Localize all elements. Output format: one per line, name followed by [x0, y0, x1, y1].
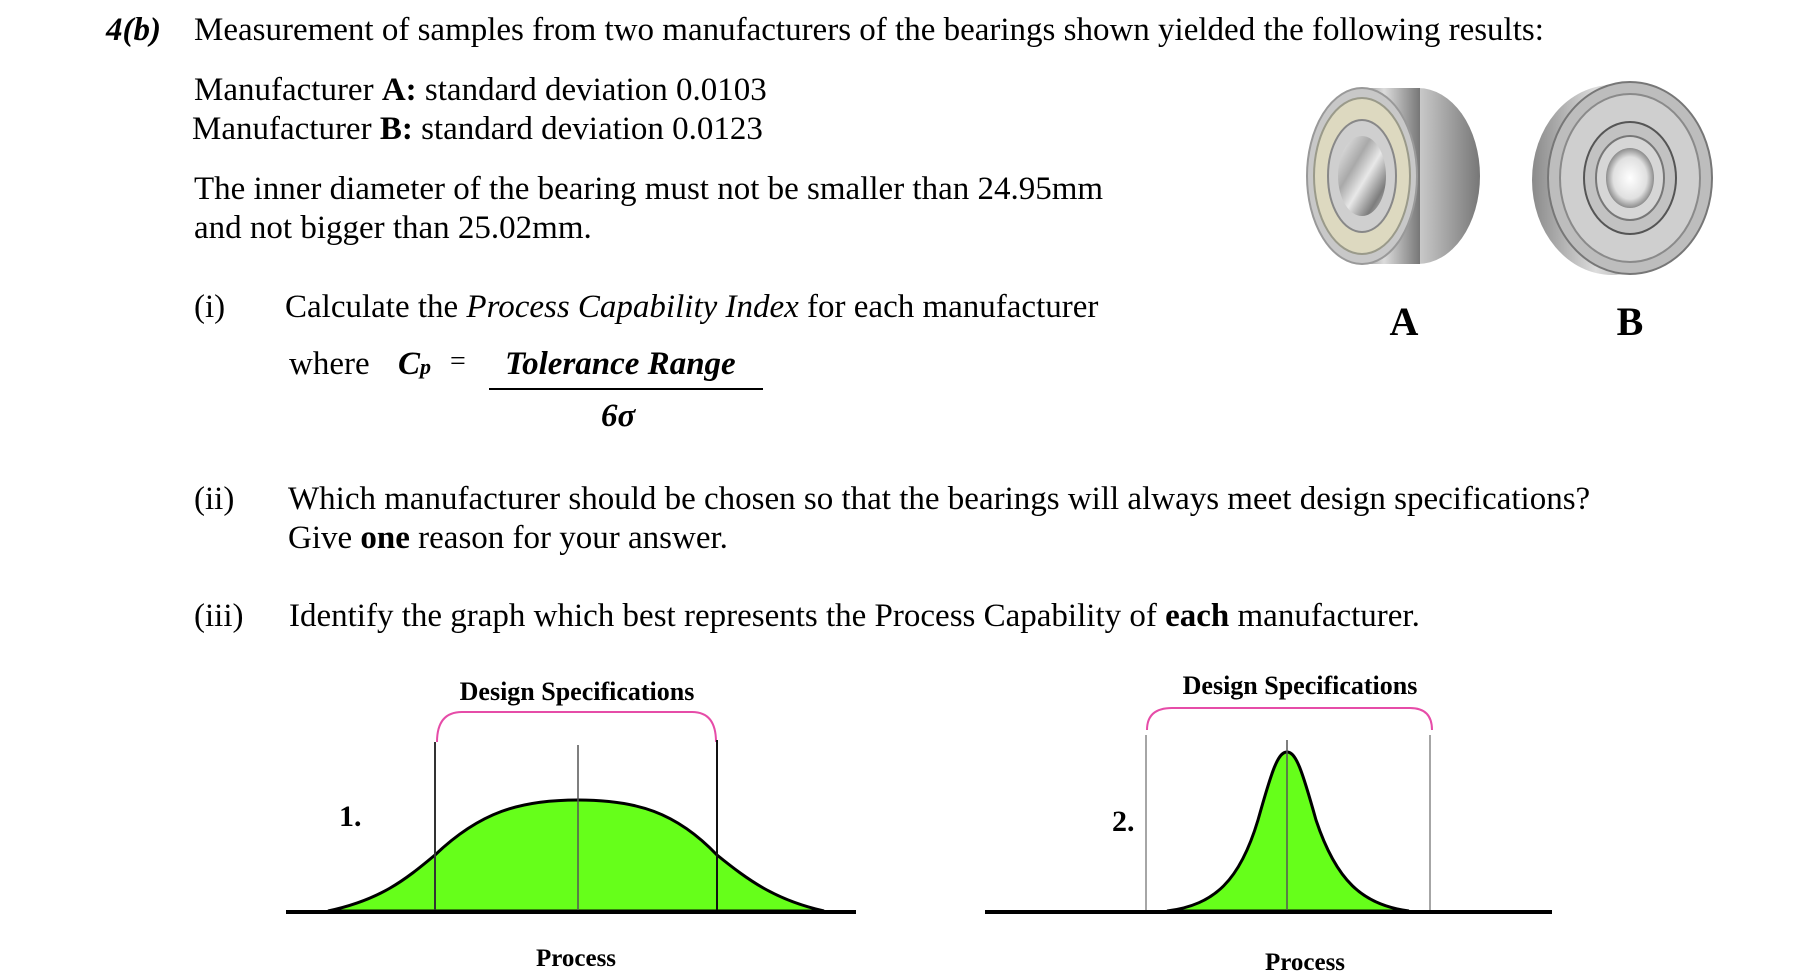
formula-denominator: 6σ	[601, 398, 636, 434]
bearing-a-label: A	[1389, 299, 1419, 344]
spec-bracket-2	[1147, 708, 1432, 730]
formula-cp-letter: C	[398, 346, 421, 382]
part-i-text-after: for each manufacturer	[798, 289, 1099, 325]
part-iii-label: (iii)	[194, 598, 244, 634]
bearing-a-image	[1307, 88, 1480, 264]
part-iii-after: manufacturer.	[1229, 598, 1420, 634]
manufacturer-prefix: Manufacturer	[194, 72, 382, 108]
distribution-curve-2	[1167, 752, 1409, 911]
manufacturer-a-sd: standard deviation 0.0103	[416, 72, 767, 108]
manufacturer-a-name: A:	[381, 72, 417, 108]
formula-equals: =	[450, 346, 466, 377]
part-ii-line-1: Which manufacturer should be chosen so that the bearings will always meet design specifications?	[288, 481, 1591, 517]
part-i-term: Process Capability Index	[466, 289, 799, 325]
graph-1-title: Design Specifications	[459, 677, 695, 706]
part-iii-before: Identify the graph which best represents the Process Capability of	[289, 598, 1166, 634]
manufacturer-prefix: Manufacturer	[192, 111, 380, 147]
bearing-b-label: B	[1616, 299, 1644, 344]
formula-numerator: Tolerance Range	[505, 346, 736, 382]
formula-cp-subscript: p	[420, 354, 432, 379]
part-i-text-before: Calculate the	[285, 289, 467, 325]
manufacturer-b-sd: standard deviation 0.0123	[412, 111, 763, 147]
distribution-curve-1	[328, 800, 824, 911]
spec-bracket-1	[437, 712, 716, 742]
graph-2-xlabel: Process	[1264, 949, 1346, 976]
part-ii-before: Give	[288, 520, 361, 556]
graph-1	[286, 712, 856, 912]
part-iii-bold: each	[1165, 598, 1230, 634]
formula-where: where	[289, 346, 370, 382]
graph-2-number: 2.	[1112, 805, 1135, 838]
question-intro: Measurement of samples from two manufacturers of the bearings shown yielded the following results:	[194, 12, 1544, 48]
graph-1-xlabel: Process	[535, 945, 617, 972]
part-ii-bold: one	[360, 520, 410, 556]
bearing-b-image	[1532, 82, 1712, 275]
part-i-label: (i)	[194, 289, 226, 325]
part-ii-label: (ii)	[194, 481, 235, 517]
spec-line-2: and not bigger than 25.02mm.	[194, 210, 592, 246]
part-ii-after: reason for your answer.	[409, 520, 728, 556]
spec-line-1: The inner diameter of the bearing must not be smaller than 24.95mm	[194, 171, 1104, 207]
graph-2	[985, 708, 1552, 912]
graph-1-number: 1.	[339, 800, 362, 833]
question-number: 4(b)	[106, 12, 161, 48]
graph-2-title: Design Specifications	[1182, 671, 1418, 700]
manufacturer-b-name: B:	[379, 111, 413, 147]
